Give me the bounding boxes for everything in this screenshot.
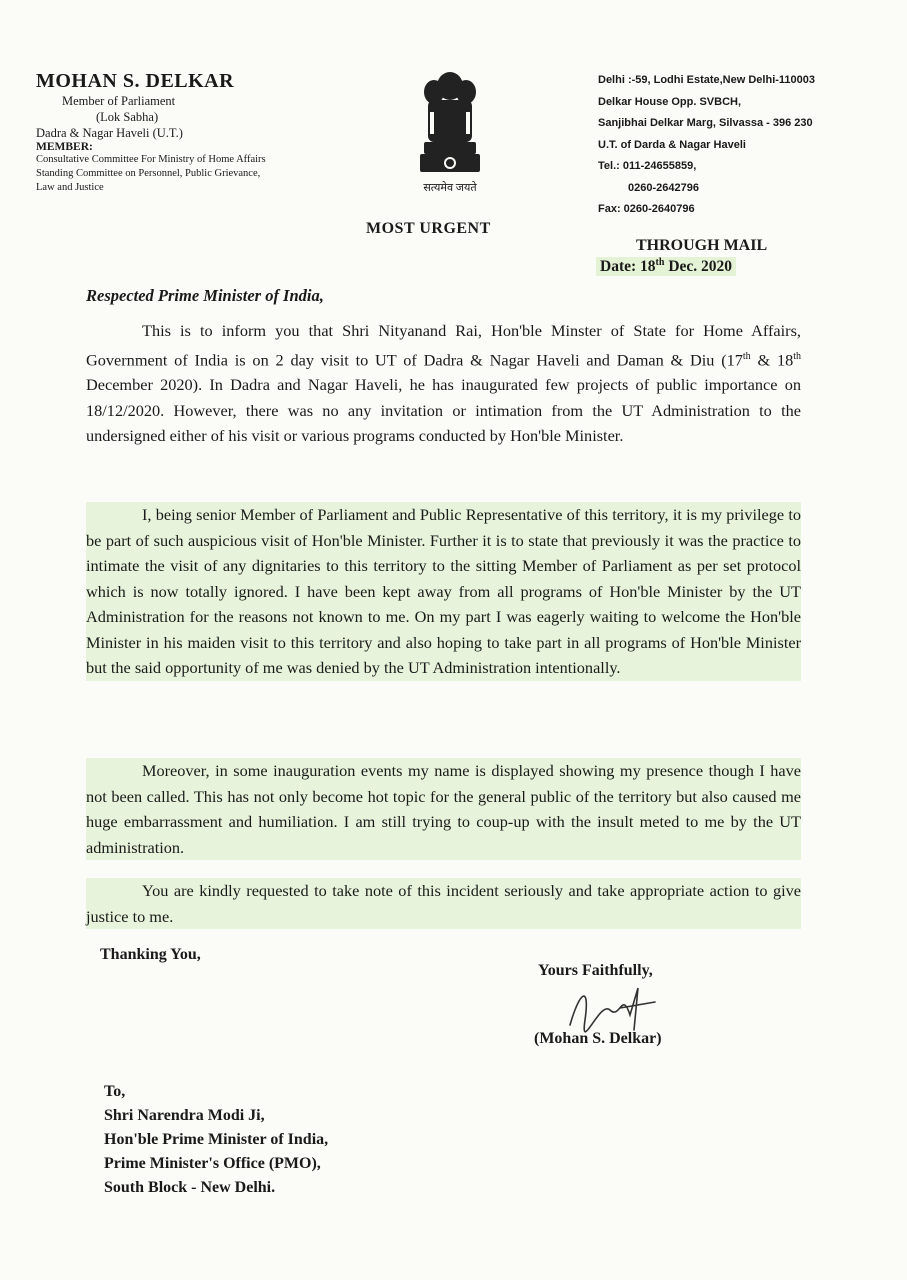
sender-address bbox=[598, 70, 888, 221]
sender-name: MOHAN S. DELKAR bbox=[36, 70, 235, 92]
recipient-line-2: Hon'ble Prime Minister of India, bbox=[104, 1131, 329, 1148]
recipient-line-3: Prime Minister's Office (PMO), bbox=[104, 1155, 321, 1172]
sender-role: Member of Parliament bbox=[62, 94, 176, 108]
paragraph-1 bbox=[86, 318, 801, 449]
committee-line-3: Law and Justice bbox=[36, 182, 104, 193]
sender-letterhead bbox=[36, 70, 366, 195]
paragraph-2: I, being senior Member of Parliament and Public Representative of this territory, it is my privilege to be part of such auspicious visit of Hon'ble Minister. Further it is to state that previously it was the practice to intimate the visit of any dignitaries to this territory to the sitting Member of Parliament as per set protocol which is now totally ignored. I have been kept away from all programs of Hon'ble Minister by the UT Administration for the reasons not known to me. On my part I was eagerly waiting to welcome the Hon'ble Minister in his maiden visit to this territory and also hoping to take part in all programs of Hon'ble Minister but the said opportunity of me was denied by the UT Administration intentionally. bbox=[86, 502, 801, 681]
recipient-to: To, bbox=[104, 1083, 126, 1100]
committee-line-1: Consultative Committee For Ministry of Home Affairs bbox=[36, 154, 266, 165]
recipient-line-1: Shri Narendra Modi Ji, bbox=[104, 1107, 265, 1124]
paragraph-1-part-c: December 2020). In Dadra and Nagar Haveli, he has inaugurated few projects of public importance on 18/12/2020. However, there was no any invitation or intimation from the UT Administration to the undersigned either of his visit or various programs conducted by Hon'ble Minister. bbox=[86, 375, 801, 446]
sender-house: (Lok Sabha) bbox=[96, 110, 159, 124]
yours-faithfully: Yours Faithfully, bbox=[538, 962, 653, 979]
address-line-3: Sanjibhai Delkar Marg, Silvassa - 396 230 bbox=[598, 117, 813, 129]
thanking-line: Thanking You, bbox=[100, 946, 201, 963]
paragraph-1-part-b: & 18 bbox=[750, 349, 794, 369]
signature-icon bbox=[560, 980, 680, 1035]
member-label: MEMBER: bbox=[36, 141, 93, 153]
salutation: Respected Prime Minister of India, bbox=[86, 286, 324, 305]
paragraph-1-sup-2: th bbox=[793, 350, 802, 362]
address-line-2: Delkar House Opp. SVBCH, bbox=[598, 95, 742, 108]
address-tel: Tel.: 011-24655859, bbox=[598, 160, 697, 172]
recipient-block bbox=[104, 1080, 328, 1200]
address-line-1: Delhi :-59, Lodhi Estate,New Delhi-110003 bbox=[598, 74, 816, 86]
date-suffix: th bbox=[655, 257, 665, 268]
paragraph-3: Moreover, in some inauguration events my name is displayed showing my presence though I have not been called. This has not only become hot topic for the general public of the territory but also caused me huge embarrassment and humiliation. I am still trying to coup-up with the insult meted to me by the UT administration. bbox=[86, 758, 801, 860]
date-label: Date: bbox=[600, 258, 637, 276]
emblem-motto: सत्यमेव जयते bbox=[423, 182, 477, 194]
paragraph-1-part-a: This is to inform you that Shri Nityanand Rai, Hon'ble Minster of State for Home Affairs, Government of India is on 2 day visit to UT of Dadra & Nagar Haveli and Daman & Diu (17 bbox=[86, 321, 801, 369]
priority-label: MOST URGENT bbox=[366, 220, 491, 237]
date-rest: Dec. 2020 bbox=[668, 258, 733, 276]
letter-date bbox=[596, 257, 736, 276]
sender-constituency: Dadra & Nagar Haveli (U.T.) bbox=[36, 126, 183, 140]
committee-line-2: Standing Committee on Personnel, Public Grievance, bbox=[36, 168, 261, 179]
address-line-4: U.T. of Darda & Nagar Haveli bbox=[598, 138, 746, 151]
address-fax: Fax: 0260-2640796 bbox=[598, 203, 695, 215]
signer-name: (Mohan S. Delkar) bbox=[534, 1030, 662, 1047]
address-tel-2: 0260-2642796 bbox=[628, 181, 699, 194]
paragraph-4: You are kindly requested to take note of this incident seriously and take appropriate action to give justice to me. bbox=[86, 878, 801, 929]
recipient-line-4: South Block - New Delhi. bbox=[104, 1179, 276, 1196]
national-emblem-icon bbox=[410, 64, 490, 189]
delivery-mode: THROUGH MAIL bbox=[636, 237, 768, 254]
date-day: 18 bbox=[640, 258, 656, 276]
paragraph-1-sup-1: th bbox=[742, 350, 751, 362]
